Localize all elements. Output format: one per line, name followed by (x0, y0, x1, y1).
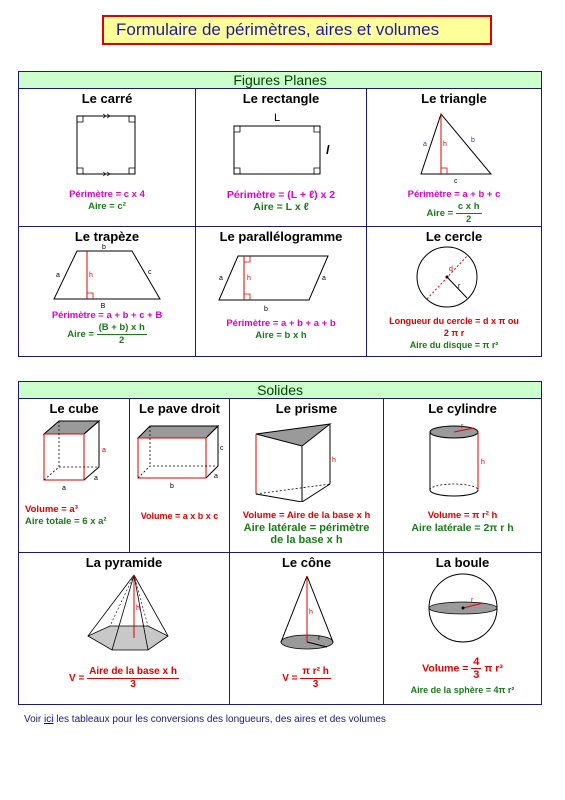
parallelogramme-perimetre: Périmètre = a + b + a + b (226, 318, 336, 329)
parallelogramme-b-label: b (264, 306, 268, 313)
triangle-figure (379, 106, 529, 184)
carre-title: Le carré (81, 91, 133, 106)
sphere-figure (388, 570, 538, 650)
pyramide-volume (19, 666, 229, 691)
cone-title: Le cône (281, 555, 332, 570)
parallelogramme-h-label: h (247, 275, 251, 282)
cercle-d-label: d (449, 266, 453, 273)
cell-rectangle (196, 89, 367, 227)
cone-figure (232, 570, 382, 660)
boule-v-prefix: Volume = (422, 662, 472, 675)
boule-volume (384, 656, 541, 681)
cercle-title: Le cercle (425, 229, 483, 244)
cercle-aire: Aire du disque = π r² (409, 340, 499, 350)
cylindre-volume: Volume = π r² h (427, 510, 498, 521)
cone-v-fraction (300, 666, 331, 691)
cylinder-figure (388, 416, 538, 502)
solids-table (18, 381, 542, 705)
footer-before: Voir (24, 714, 45, 725)
triangle-b-label: b (471, 137, 475, 144)
cell-pave (130, 399, 230, 553)
cell-parallelogramme (196, 227, 367, 357)
triangle-title: Le triangle (421, 91, 487, 106)
triangle-perimetre: Périmètre = a + b + c (407, 189, 501, 200)
footer-link[interactable]: ici (44, 714, 54, 725)
trapeze-title: Le trapèze (74, 229, 140, 244)
pyramid-figure (24, 570, 224, 660)
rectangle-l-label: l (326, 143, 330, 157)
footer-after: les tableaux pour les conversions des longueurs, des aires et des volumes (53, 714, 386, 725)
prisme-title: Le prisme (275, 401, 338, 416)
cylindre-h-label: h (480, 459, 485, 466)
parallelogram-figure (206, 244, 356, 316)
cell-carre (19, 89, 196, 227)
plane-figures-header: Figures Planes (19, 72, 542, 89)
triangle-aire-den: 2 (466, 214, 472, 225)
triangle-a-label: a (423, 141, 427, 148)
cell-pyramide (19, 553, 230, 705)
trapezoid-figure (32, 244, 182, 306)
boule-v-suffix: π r³ (484, 662, 503, 675)
cube-a-label-right: a (102, 447, 106, 454)
boule-title: La boule (435, 555, 490, 570)
triangle-aire-fraction (456, 201, 482, 226)
rectangle-L-label: L (274, 112, 281, 124)
pyramide-h-label: h (136, 605, 140, 612)
prisme-aire-1: Aire latérale = périmètre (243, 522, 370, 534)
footer-note (24, 714, 386, 725)
cercle-longueur: Longueur du cercle = d x π ou (389, 316, 519, 326)
boule-v-den: 3 (473, 669, 480, 681)
carre-aire: Aire = c² (88, 201, 126, 212)
page-title: Formulaire de périmètres, aires et volumes (102, 15, 492, 45)
pave-c-label: c (220, 445, 224, 452)
solids-header: Solides (19, 382, 542, 399)
cube-aire: Aire totale = 6 x a² (25, 516, 107, 527)
cube-title: Le cube (49, 401, 99, 416)
boule-aire: Aire de la sphère = 4π r² (410, 685, 515, 695)
boule-v-num: 4 (473, 656, 480, 668)
cercle-r-label: r (458, 283, 461, 290)
cube-volume: Volume = a³ (25, 504, 78, 515)
prisme-h-label: h (331, 457, 336, 464)
trapeze-a-label: a (56, 272, 60, 279)
cell-cercle (367, 227, 542, 357)
cube-figure (19, 416, 129, 496)
boule-v-fraction (471, 656, 481, 681)
trapeze-aire-prefix: Aire = (67, 329, 97, 341)
cell-boule (384, 553, 542, 705)
trapeze-aire-den: 2 (119, 335, 125, 346)
cell-cylindre (384, 399, 542, 553)
trapeze-aire-num: (B + b) x h (98, 322, 145, 333)
cell-cube (19, 399, 130, 553)
trapeze-c-label: c (148, 269, 152, 276)
cell-cone (230, 553, 384, 705)
cell-triangle (367, 89, 542, 227)
parallelogramme-a-label-left: a (219, 275, 223, 282)
prisme-volume: Volume = Aire de la base x h (242, 510, 371, 521)
trapeze-aire (19, 322, 195, 347)
triangle-c-label: c (454, 178, 458, 184)
cone-v-prefix: V = (282, 673, 301, 685)
cone-v-num: π r² h (302, 666, 329, 677)
cell-prisme (230, 399, 384, 553)
square-figure (32, 106, 182, 184)
triangle-aire-num: c x h (457, 201, 480, 212)
circle-figure (379, 244, 529, 310)
trapeze-h-label: h (89, 272, 93, 279)
cylindre-aire: Aire latérale = 2π r h (411, 522, 514, 534)
rectangle-figure (206, 106, 356, 184)
rectangle-aire: Aire = L x ℓ (253, 201, 309, 213)
parallelogramme-title: Le parallélogramme (219, 229, 343, 244)
trapeze-aire-fraction (97, 322, 147, 347)
pyramide-title: La pyramide (85, 555, 163, 570)
cylindre-title: Le cylindre (428, 401, 497, 416)
carre-perimetre: Périmètre = c x 4 (69, 189, 145, 200)
trapeze-perimetre: Périmètre = a + b + c + B (51, 310, 163, 321)
cercle-longueur-2: 2 π r (443, 328, 465, 338)
cuboid-figure (130, 416, 230, 496)
prisme-aire-2: de la base x h (270, 534, 343, 546)
cone-volume (230, 666, 383, 691)
parallelogramme-a-label-right: a (322, 275, 326, 282)
triangle-aire-prefix: Aire = (426, 208, 456, 220)
cone-v-den: 3 (312, 679, 319, 690)
pave-a-label: a (214, 473, 218, 480)
cylindre-r-label: r (460, 423, 463, 430)
pyramide-v-fraction (87, 666, 179, 691)
pave-title: Le pave droit (139, 401, 220, 416)
pyramide-v-num: Aire de la base x h (89, 666, 177, 677)
pave-volume: Volume = a x b x c (140, 511, 219, 521)
cube-a-label-depth: a (94, 475, 98, 482)
triangle-h-label: h (443, 141, 447, 148)
parallelogramme-aire: Aire = b x h (255, 330, 307, 341)
cone-h-label: h (308, 609, 313, 616)
triangle-aire (367, 201, 541, 226)
cell-trapeze (19, 227, 196, 357)
pyramide-v-prefix: V = (69, 673, 88, 685)
rectangle-title: Le rectangle (242, 91, 320, 106)
boule-r-label: r (470, 597, 473, 604)
cube-a-label-bottom: a (62, 485, 66, 492)
trapeze-B-label: B (100, 303, 106, 310)
trapeze-b-label: b (102, 244, 106, 251)
rectangle-perimetre: Périmètre = (L + ℓ) x 2 (226, 189, 336, 201)
plane-figures-table (18, 71, 542, 357)
prism-figure (232, 416, 382, 502)
pave-b-label: b (170, 483, 174, 490)
cone-r-label: r (317, 635, 320, 642)
pyramide-v-den: 3 (130, 679, 136, 690)
